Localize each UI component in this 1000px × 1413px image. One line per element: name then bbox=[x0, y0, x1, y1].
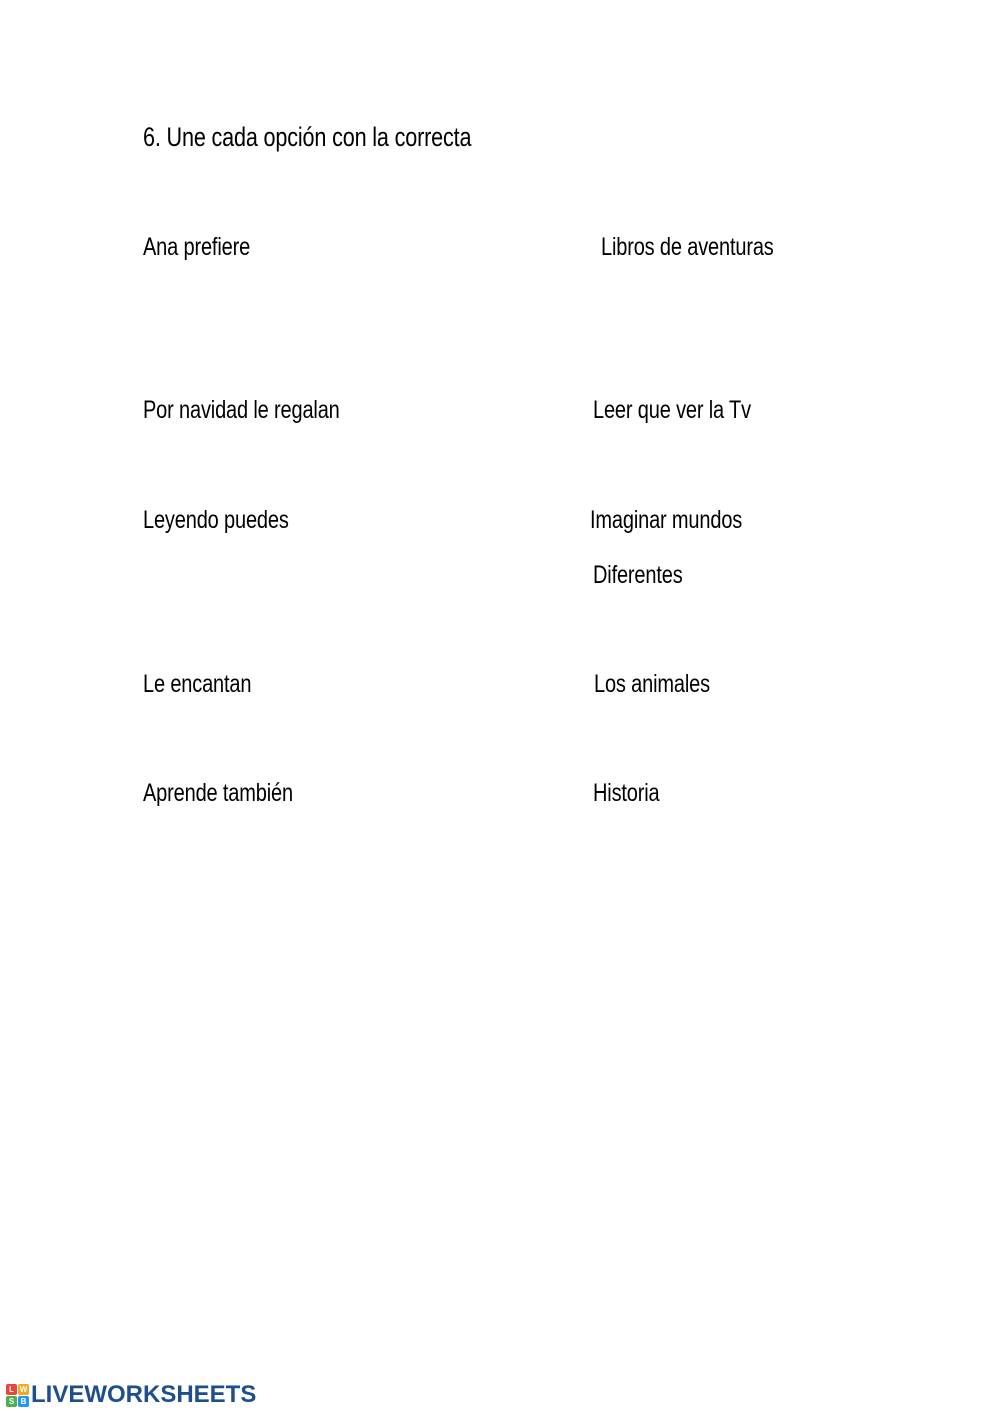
left-item-3: Leyendo puedes bbox=[143, 506, 289, 534]
exercise-title: 6. Une cada opción con la correcta bbox=[143, 122, 472, 152]
left-item-1: Ana prefiere bbox=[143, 233, 251, 261]
left-item-5: Aprende también bbox=[143, 779, 293, 807]
right-item-4: Los animales bbox=[594, 670, 710, 698]
left-item-4: Le encantan bbox=[143, 670, 252, 698]
right-item-3: Imaginar mundos bbox=[590, 506, 743, 534]
right-item-1: Libros de aventuras bbox=[601, 233, 774, 261]
left-item-2: Por navidad le regalan bbox=[143, 396, 340, 424]
brand-name: LIVEWORKSHEETS bbox=[31, 1381, 257, 1408]
right-item-5: Historia bbox=[593, 779, 660, 807]
right-item-3-continued: Diferentes bbox=[593, 561, 683, 589]
logo-cell-3: S bbox=[6, 1396, 17, 1407]
liveworksheets-logo bbox=[6, 1380, 256, 1410]
right-item-2: Leer que ver la Tv bbox=[593, 396, 751, 424]
logo-cell-2: W bbox=[19, 1384, 28, 1394]
logo-mark-icon bbox=[6, 1384, 29, 1407]
logo-cell-1: L bbox=[6, 1384, 17, 1395]
logo-cell-4: B bbox=[18, 1396, 29, 1407]
